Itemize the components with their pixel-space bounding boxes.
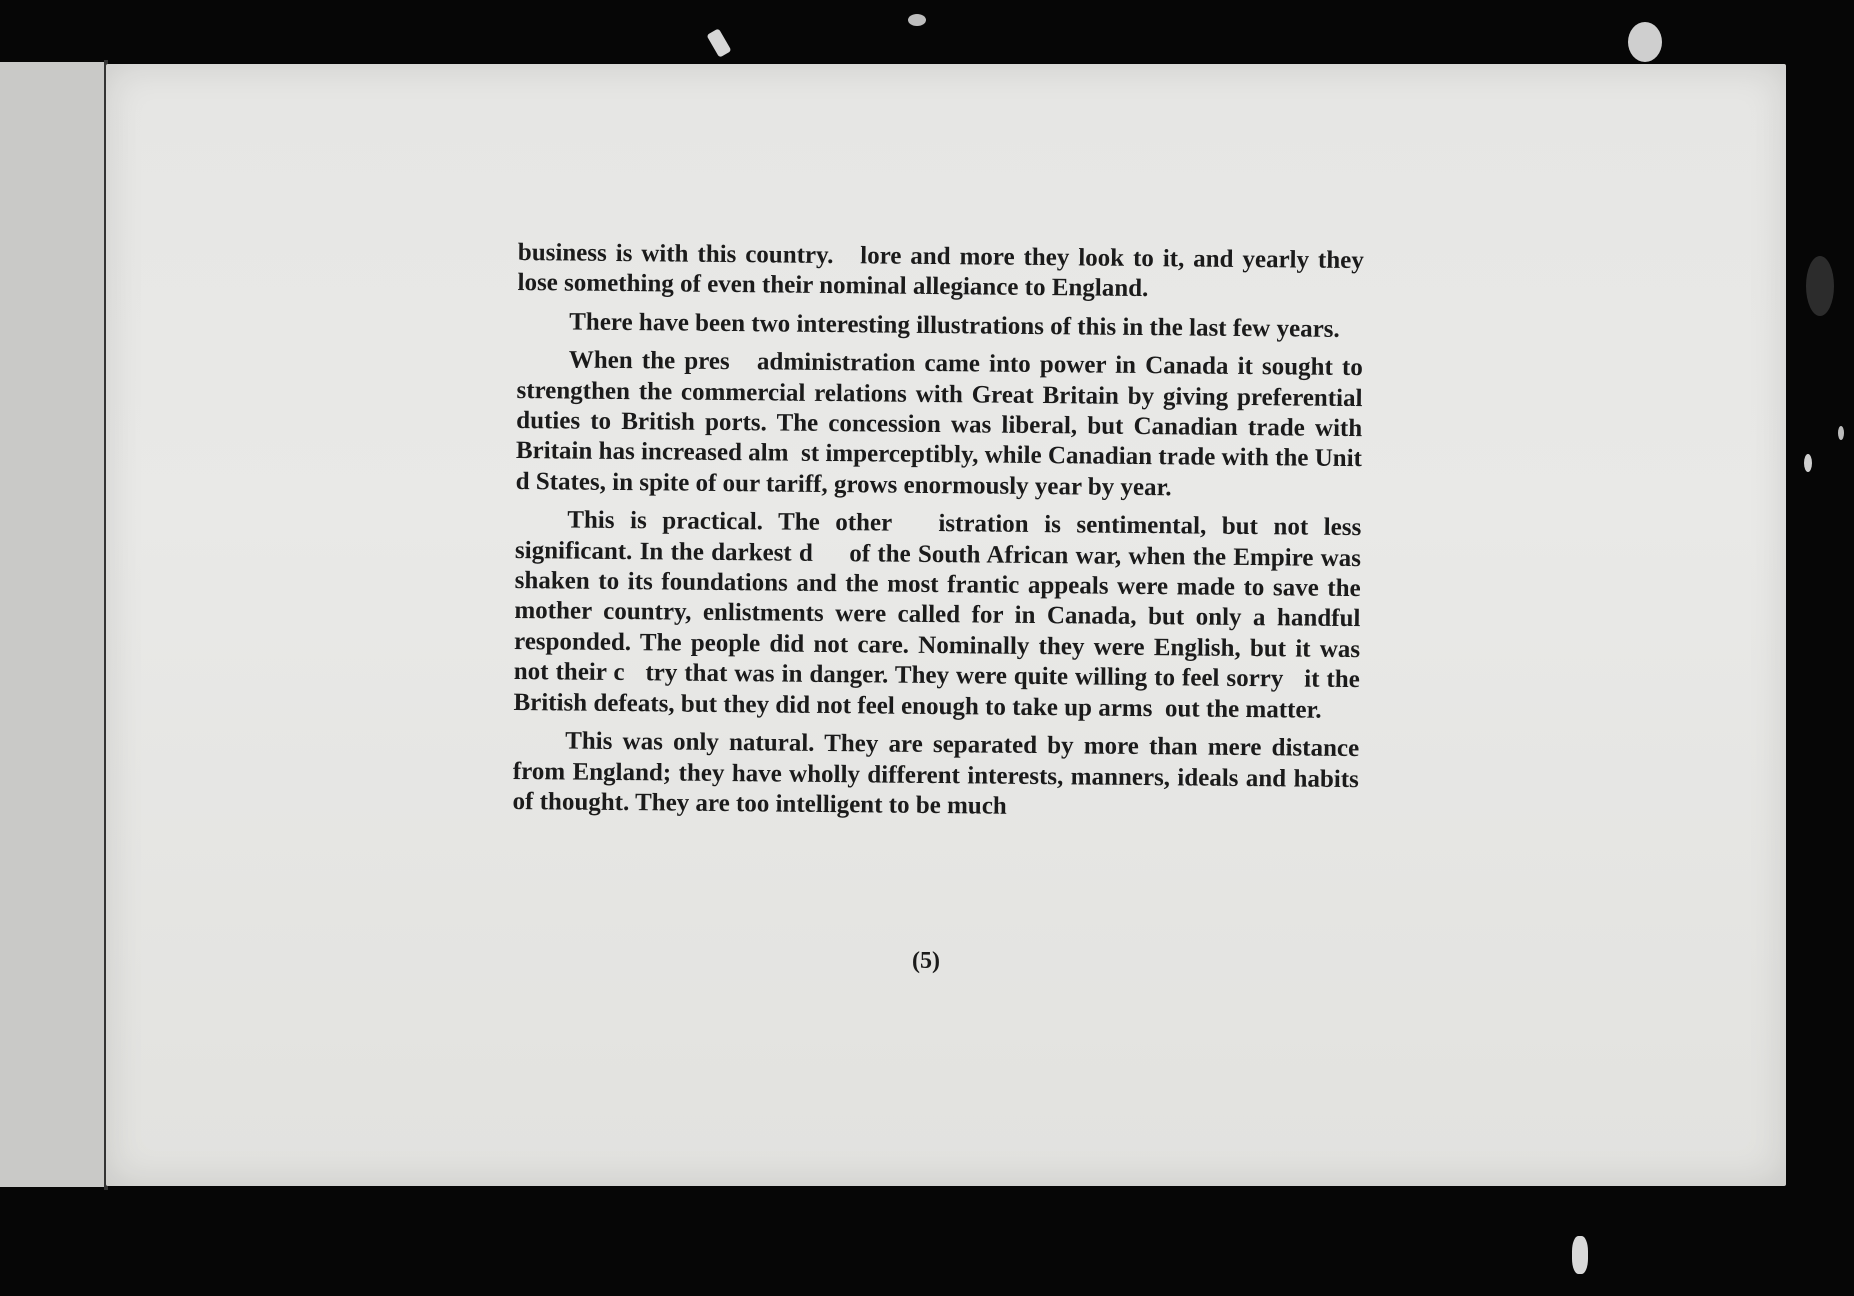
- paragraph-continued: business is with this country. lore and more they look to it, and yearly they lose something of even their nominal allegiance to England.: [517, 238, 1364, 303]
- paragraph: This was only natural. They are separated by more than mere distance from England; they have wholly different interests, manners, ideals and habits of thought. They are too intelligent to be much: [512, 727, 1360, 820]
- paragraph: When the pres administration came into power in Canada it sought to strengthen the commercial relations with Great Britain by giving preferential duties to British ports. The concession was liberal, but Canadian trade with Britain has increased alm st imperceptibly, while Canadian trade with the Unit d States, in spite of our tariff, grows enormously year by year.: [515, 346, 1363, 502]
- paragraph: There have been two interesting illustrations of this in the last few years.: [569, 308, 1340, 343]
- scan-speck: [1804, 454, 1812, 472]
- scan-speck: [1572, 1236, 1588, 1274]
- facing-page-edge: [0, 62, 107, 1187]
- paragraph: This is practical. The other istration is sentimental, but not less significant. In the darkest d of the South African war, when the Empire was shaken to its foundations and the most frantic appeals were made to save the mother country, enlistments were called for in Canada, but only a handful responded. The people did not care. Nominally they were English, but it was not their c try that was in danger. They were quite willing to feel sorry it the British defeats, but they did not feel enough to take up arms out the matter.: [513, 506, 1362, 724]
- scan-speck: [1628, 22, 1662, 62]
- scan-speck: [1806, 256, 1834, 316]
- body-text: [512, 238, 1364, 825]
- scan-speck: [706, 28, 731, 58]
- scan-speck: [1838, 426, 1844, 440]
- scan-speck: [908, 14, 926, 26]
- page-number: (5): [912, 948, 940, 974]
